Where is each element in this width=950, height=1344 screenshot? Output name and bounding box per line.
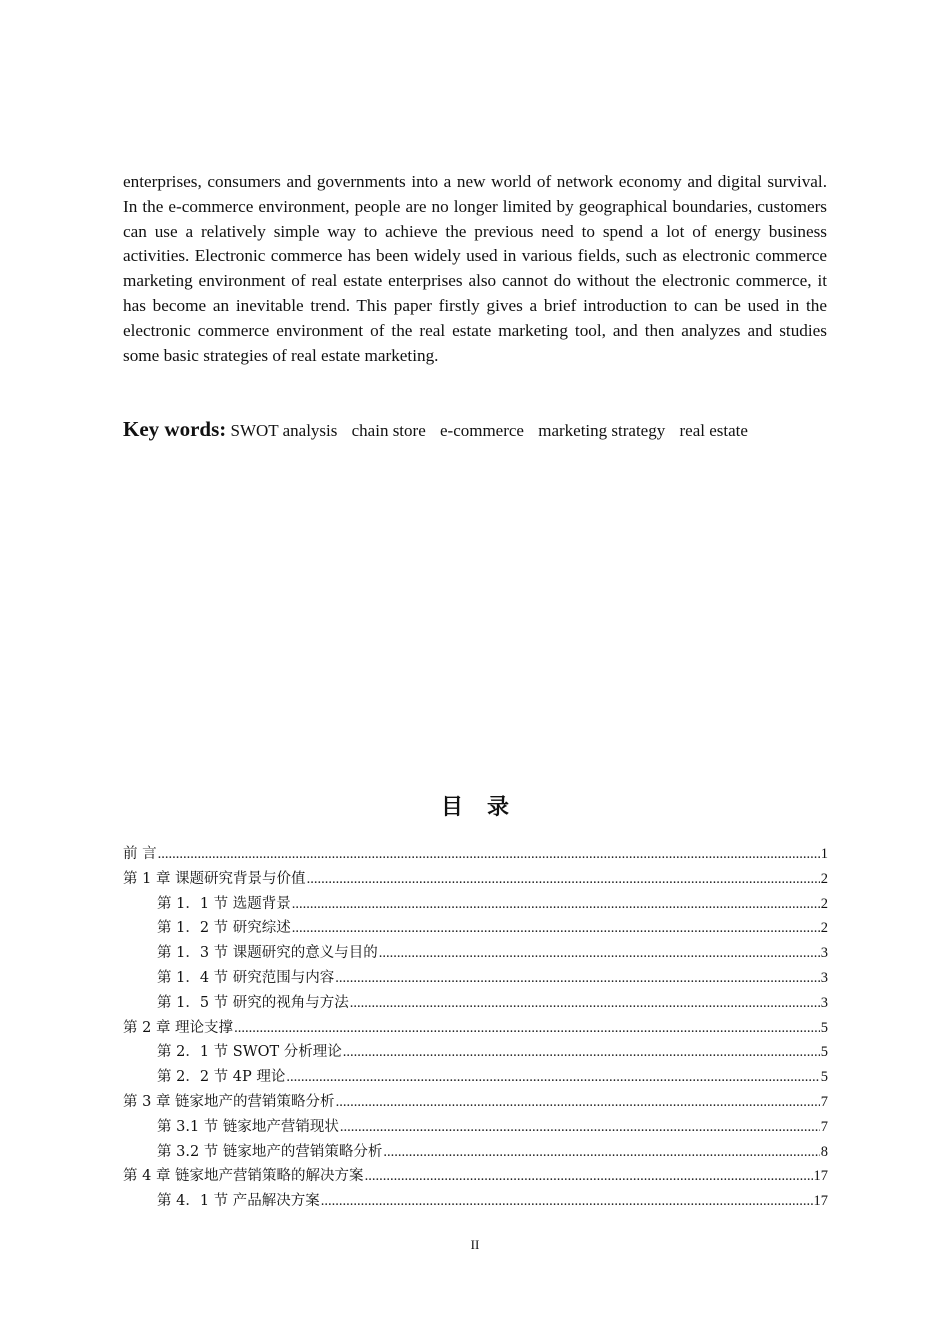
keyword-item: SWOT analysis [230,421,338,440]
keywords-label: Key words: [123,417,227,441]
toc-leader-dots [321,1189,813,1214]
toc-entry[interactable] [123,1164,828,1189]
keyword-item: e-commerce [439,421,524,440]
toc-entry-title: 第 3.2 节 链家地产的营销策略分析 [157,1143,383,1160]
toc-entry-title: 第 1．5 节 研究的视角与方法 [157,994,349,1011]
toc-entry-page: 3 [820,945,828,962]
toc-entry-page: 5 [820,1044,828,1061]
toc-entry-page: 2 [820,870,828,887]
toc-entry[interactable] [123,1016,828,1041]
toc-leader-dots [350,991,820,1016]
toc-entry[interactable] [123,1040,828,1065]
toc-entry-title: 第 4．1 节 产品解决方案 [157,1193,320,1210]
toc-entry-title: 第 2．2 节 4P 理论 [157,1069,286,1086]
toc-leader-dots [158,842,820,867]
abstract-paragraph: enterprises, consumers and governments into a new world of network economy and digital survival. In the e-commerce environment, people are no longer limited by geographical boundaries, customers can use a relatively simple way to achieve the previous need to spend a lot of energy business activities. Electronic commerce has been widely used in various fields, such as electronic commerce marketing environment of real estate enterprises also cannot do without the electronic commerce, it has become an inevitable trend. This paper firstly gives a brief introduction to can be used in the electronic commerce environment of the real estate marketing tool, and then analyzes and studies some basic strategies of real estate marketing. [123,172,827,365]
page-number: II [470,1237,480,1252]
toc-entry-title: 第 4 章 链家地产营销策略的解决方案 [123,1168,364,1185]
toc-entry-title: 第 1．1 节 选题背景 [157,895,291,912]
toc-leader-dots [292,916,820,941]
toc-leader-dots [336,1090,820,1115]
keyword-item: marketing strategy [538,421,666,440]
toc-leader-dots [343,1040,820,1065]
toc-entry[interactable] [123,892,828,917]
toc-leader-dots [307,867,820,892]
toc-entry[interactable] [123,1189,828,1214]
toc-entry-page: 8 [820,1143,828,1160]
toc-title: 目录 [440,795,533,820]
toc-entry[interactable] [123,916,828,941]
toc-entry-page: 3 [820,994,828,1011]
toc-leader-dots [335,966,819,991]
toc-entry[interactable] [123,1115,828,1140]
toc-entry-page: 2 [820,895,828,912]
toc-entry-title: 第 3.1 节 链家地产营销现状 [157,1118,339,1135]
toc-entry[interactable] [123,941,828,966]
toc-entry-title: 第 1．4 节 研究范围与内容 [157,969,335,986]
toc-leader-dots [379,941,820,966]
toc-entry-page: 5 [820,1069,828,1086]
toc-entry[interactable] [123,1140,828,1165]
toc-entry[interactable] [123,1065,828,1090]
toc-entry-title: 第 2．1 节 SWOT 分析理论 [157,1044,342,1061]
toc-leader-dots [292,892,820,917]
toc-entry-title: 第 1．3 节 课题研究的意义与目的 [157,945,378,962]
keywords-line [123,417,843,442]
toc-entry-title: 第 1．2 节 研究综述 [157,920,291,937]
toc-entry[interactable] [123,991,828,1016]
toc-entry-title: 第 2 章 理论支撑 [123,1019,234,1036]
toc-entry-page: 17 [813,1193,828,1210]
toc-entry-title: 第 3 章 链家地产的营销策略分析 [123,1093,335,1110]
toc-entry[interactable] [123,842,828,867]
toc-entry[interactable] [123,1090,828,1115]
toc-entry-page: 1 [820,846,828,862]
toc-entry-page: 17 [813,1168,828,1185]
toc-entry-page: 3 [820,969,828,986]
toc-leader-dots [383,1140,819,1165]
keyword-item: real estate [679,421,748,440]
table-of-contents [123,842,828,1214]
toc-entry-title: 第 1 章 课题研究背景与价值 [123,870,306,887]
toc-leader-dots [234,1016,820,1041]
toc-entry-page: 5 [820,1019,828,1036]
toc-leader-dots [340,1115,820,1140]
toc-leader-dots [365,1164,813,1189]
toc-entry-page: 7 [820,1118,828,1135]
toc-entry-title: 前 言 [123,846,157,862]
toc-entry[interactable] [123,966,828,991]
toc-entry-page: 2 [820,920,828,937]
toc-entry[interactable] [123,867,828,892]
keyword-item: chain store [351,421,426,440]
toc-entry-page: 7 [820,1093,828,1110]
toc-leader-dots [286,1065,819,1090]
